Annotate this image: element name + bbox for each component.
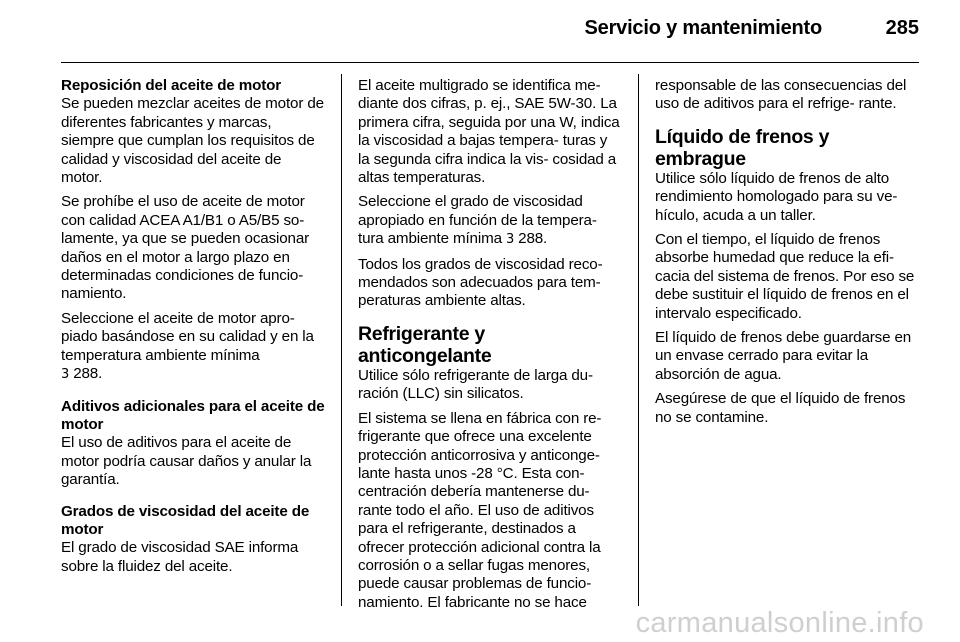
paragraph: Con el tiempo, el líquido de frenos absorbe humedad que reduce la efi- cacia del sistema de frenos. Por eso se debe sustituir el líquido de frenos en el intervalo especificado.	[655, 231, 915, 322]
paragraph: Todos los grados de viscosidad reco- mendados son adecuados para tem- peraturas ambiente altas.	[358, 255, 603, 310]
paragraph: El uso de aditivos para el aceite de motor podría causar daños y anular la garantía.	[61, 434, 312, 489]
reference-arrow-icon: 3	[61, 367, 70, 383]
paragraph: Se prohíbe el uso de aceite de motor con calidad ACEA A1/B1 o A5/B5 so- lamente, ya que se pueden ocasionar daños en el motor a largo plazo en determinadas condiciones de funcio- namiento.	[61, 193, 310, 303]
paragraph: Asegúrese de que el líquido de frenos no se contamine.	[655, 390, 906, 426]
page-reference: 288.	[518, 230, 548, 248]
watermark: carmanualsonline.info	[635, 607, 924, 639]
column-separator	[638, 74, 639, 606]
page-reference: 288.	[73, 365, 103, 383]
paragraph: Se pueden mezclar aceites de motor de diferentes fabricantes y marcas, siempre que cumplan los requisitos de calidad y viscosidad del aceite de motor.	[61, 95, 324, 187]
reference-arrow-icon: 3	[505, 232, 515, 248]
paragraph: Utilice sólo líquido de frenos de alto rendimiento homologado para su ve- hículo, acuda a un taller.	[655, 169, 898, 224]
column-separator	[341, 74, 342, 606]
page-number: 285	[885, 17, 919, 39]
text-column-1	[61, 77, 325, 582]
subheading-oil-additives: Aditivos adicionales para el aceite de motor	[61, 397, 325, 433]
subheading-viscosity-grades: Grados de viscosidad del aceite de motor	[61, 502, 310, 538]
heading-brake-fluid: Líquido de frenos y embrague	[655, 125, 830, 170]
paragraph: El grado de viscosidad SAE informa sobre la fluidez del aceite.	[61, 539, 299, 575]
text-column-3	[655, 77, 919, 433]
subheading-oil-refill: Reposición del aceite de motor	[61, 77, 281, 94]
header-rule	[61, 62, 919, 63]
paragraph-text: Seleccione el grado de viscosidad apropiado en función de la tempera- tura ambiente mínima	[358, 193, 597, 248]
page-section-title: Servicio y mantenimiento	[584, 17, 822, 39]
paragraph: Utilice sólo refrigerante de larga du- ración (LLC) sin silicatos.	[358, 366, 593, 403]
text-column-2	[358, 77, 622, 618]
paragraph: responsable de las consecuencias del uso de aditivos para el refrige- rante.	[655, 77, 907, 113]
heading-coolant: Refrigerante y anticongelante	[358, 322, 492, 367]
paragraph-text: Seleccione el aceite de motor apro- piado basándose en su calidad y en la temperatura ambiente mínima	[61, 309, 314, 364]
paragraph-with-reference	[358, 193, 622, 249]
paragraph: El aceite multigrado se identifica me- diante dos cifras, p. ej., SAE 5W-30. La primera cifra, seguida por una W, indica la viscosidad a bajas tempera- turas y la segunda cifra indica la vis- cosidad a altas temperaturas.	[358, 77, 620, 187]
paragraph: El sistema se llena en fábrica con re- frigerante que ofrece una excelente protección anticorrosiva y anticonge- lante hasta unos -28 °C. Esta con- centración debería mantenerse du- rante todo el año. El uso de aditivos para el refrigerante, destinados a ofrecer protección adicional contra la corrosión o a sellar fugas menores, puede causar problemas de funcio- namiento. El fabricante no se hace	[358, 409, 602, 611]
paragraph: El líquido de frenos debe guardarse en un envase cerrado para evitar la absorción de agua.	[655, 329, 912, 383]
paragraph-with-reference	[61, 310, 325, 385]
